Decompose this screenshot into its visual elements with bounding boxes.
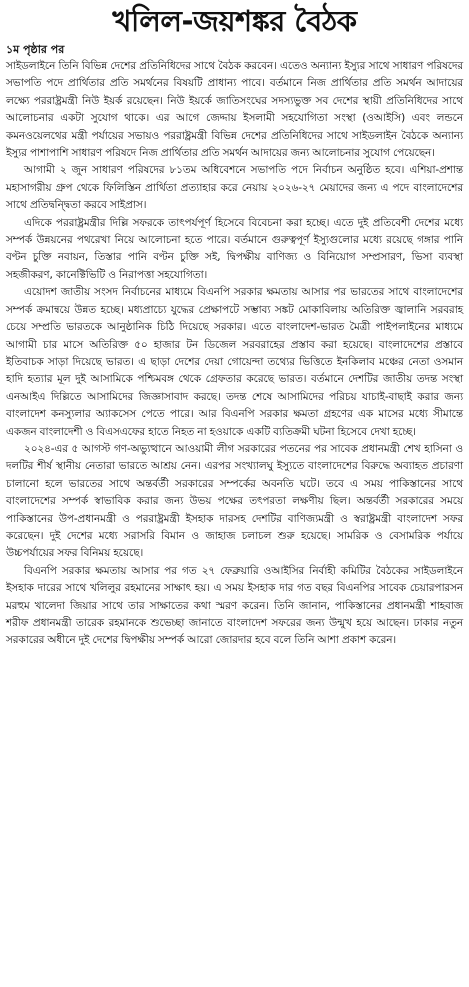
article-paragraph: এদিকে পররাষ্ট্রমন্ত্রীর দিল্লি সফরকে তাৎপর্যপূর্ণ হিসেবে বিবেচনা করা হচ্ছে। এতে দুই প্রতিবেশী দেশের মধ্যে সম্পর্ক উন্নয়নের পথরেখা নিয়ে আলোচনা হতে পারে। বর্তমানে গুরুত্বপূর্ণ ইস্যুগুলোর মধ্যে রয়েছে গঙ্গার পানি বণ্টন চুক্তি নবায়ন, তিস্তার পানি বণ্টন চুক্তি সই, দ্বিপক্ষীয় বাণিজ্য ও বিনিয়োগ সম্প্রসারণ, ভিসা ব্যবস্থা সহজীকরণ, কানেক্টিভিটি ও নিরাপত্তা সহযোগিতা। (6, 216, 463, 281)
article-headline: খলিল-জয়শঙ্কর বৈঠক (112, 4, 357, 38)
article-body (6, 58, 463, 650)
continued-from-page-label: ১ম পৃষ্ঠার পর (6, 43, 65, 56)
article-paragraph: সাইডলাইনে তিনি বিভিন্ন দেশের প্রতিনিধিদের সাথে বৈঠক করবেন। এতেও অন্যান্য ইস্যুর সাথে সাধারণ পরিষদের সভাপতি পদে প্রার্থিতার প্রতি সমর্থনের বিষয়টি প্রাধান্য পাবে। বর্তমানে নিজ প্রার্থিতার প্রতি সমর্থন আদায়ের লক্ষ্যে পররাষ্ট্রমন্ত্রী নিউ ইয়র্ক রয়েছেন। নিউ ইয়র্কে জাতিসংঘের সদস্যভুক্ত সব দেশের স্থায়ী প্রতিনিধিদের সাথে আলোচনার একটা সুযোগ থাকে। এর আগে জেদ্দায় ইসলামী সহযোগিতা সংস্থা (ওআইসি) এবং লন্ডনে কমনওয়েলথের মন্ত্রী পর্যায়ের সভায়ও পররাষ্ট্রমন্ত্রী বিভিন্ন দেশের প্রতিনিধিদের সাথে সাইডলাইন বৈঠকে অন্যান্য ইস্যুর পাশাপাশি সাধারণ পরিষদে নিজ প্রার্থিতার প্রতি সমর্থন আদায়ের জন্য আলোচনার সুযোগ পেয়েছেন। (6, 60, 463, 160)
article-paragraph: ২০২৪-এর ৫ আগস্ট গণ-অভ্যুত্থানে আওয়ামী লীগ সরকারের পতনের পর সাবেক প্রধানমন্ত্রী শেখ হাসিনা ও দলটির শীর্ষ স্থানীয় নেতারা ভারতে আশ্রয় নেন। এরপর সংখ্যালঘু ইস্যুতে বাংলাদেশের বিরুদ্ধে অব্যাহত প্রচারণা চালানো হলে ভারতের সাথে অন্তর্বর্তী সরকারের সম্পর্কের অবনতি ঘটে। তবে এ সময় পাকিস্তানের সাথে বাংলাদেশের সম্পর্ক স্বাভাবিক করার জন্য উভয় পক্ষের তৎপরতা লক্ষণীয় ছিল। অন্তর্বর্তী সরকারের সময়ে পাকিস্তানের উপ-প্রধানমন্ত্রী ও পররাষ্ট্রমন্ত্রী ইসহাক দারসহ দেশটির বাণিজ্যমন্ত্রী ও স্বরাষ্ট্রমন্ত্রী বাংলাদেশ সফর করেছেন। দুই দেশের মধ্যে সরাসরি বিমান ও জাহাজ চলাচল শুরু হয়েছে। সামরিক ও বেসামরিক পর্যায়ে উচ্চপর্যায়ের সফর বিনিময় হয়েছে। (6, 442, 463, 560)
article-paragraph: বিএনপি সরকার ক্ষমতায় আসার পর গত ২৭ ফেব্রুয়ারি ওআইসির নির্বাহী কমিটির বৈঠকের সাইডলাইনে ইসহাক দারের সাথে খলিলুর রহমানের সাক্ষাৎ হয়। এ সময় ইসহাক দার গত বছর বিএনপির সাবেক চেয়ারপারসন মরহুম খালেদা জিয়ার সাথে তার সাক্ষাতের কথা স্মরণ করেন। তিনি জানান, পাকিস্তানের প্রধানমন্ত্রী শাহবাজ শরীফ প্রধানমন্ত্রী তারেক রহমানকে শুভেচ্ছা জানাতে বাংলাদেশ সফরের জন্য উন্মুখ হয়ে আছেন। ঢাকার নতুন সরকারের অধীনে দুই দেশের দ্বিপক্ষীয় সম্পর্ক আরো জোরদার হবে বলে তিনি আশা প্রকাশ করেন। (6, 564, 464, 647)
article-paragraph: এয়োদশ জাতীয় সংসদ নির্বাচনের মাধ্যমে বিএনপি সরকার ক্ষমতায় আসার পর ভারতের সাথে বাংলাদেশের সম্পর্ক ক্রমান্বয়ে উন্নত হচ্ছে। মধ্যপ্রাচ্যে যুদ্ধের প্রেক্ষাপটে সম্ভাব্য সঙ্কট মোকাবিলায় অতিরিক্ত জ্বালানি সরবরাহ চেয়ে সম্প্রতি ভারতকে আনুষ্ঠানিক চিঠি দিয়েছে সরকার। এতে বাংলাদেশ-ভারত মৈত্রী পাইপলাইনের মাধ্যমে আগামী চার মাসে অতিরিক্ত ৫০ হাজার টন ডিজেল সরবরাহের প্রস্তাব করা হয়েছে। বাংলাদেশের প্রস্তাবে ইতিবাচক সাড়া দিয়েছে ভারত। এ ছাড়া দেশের দেয়া গোয়েন্দা তথ্যের ভিত্তিতে ইনকিলাব মঞ্চের নেতা ওসমান হাদি হত্যার মূল দুই আসামিকে পশ্চিমবঙ্গ থেকে গ্রেফতার করেছে ভারত। বর্তমানে দেশটির জাতীয় তদন্ত সংস্থা এনআইএ দিল্লিতে আসামিদের জিজ্ঞাসাবাদ করছে। তদন্ত শেষে আসামিদের পরিচয় যাচাই-বাছাই করার জন্য বাংলাদেশ কনস্যুলার অ্যাকসেস পেতে পারে। আর বিএনপি সরকার ক্ষমতা গ্রহণের এক মাসের মধ্যে সীমান্তে একজন বাংলাদেশী ও বিএসএফের হাতে নিহত না হওয়াকে একটি ব্যতিক্রমী ঘটনা হিসেবে দেখা হচ্ছে। (6, 286, 463, 438)
article-paragraph: আগামী ২ জুন সাধারণ পরিষদের ৮১তম অধিবেশনে সভাপতি পদে নির্বাচন অনুষ্ঠিত হবে। এশিয়া-প্রশান্ত মহাসাগরীয় গ্রুপ থেকে ফিলিস্তিন প্রার্থিতা প্রত্যাহার করে নেয়ায় ২০২৬-২৭ মেয়াদের জন্য এ পদে বাংলাদেশের সাথে প্রতিদ্বন্দ্বিতা করবে সাইপ্রাস। (6, 164, 463, 212)
